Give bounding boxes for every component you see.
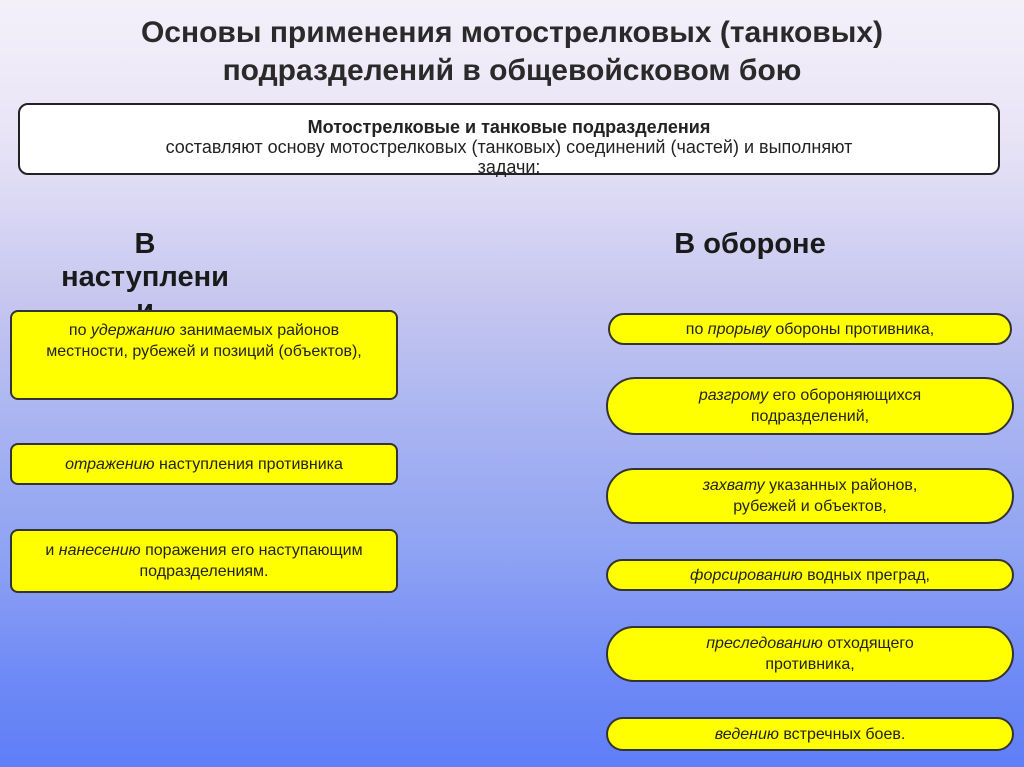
title-line-2: подразделений в общевойсковом бою [222,54,802,87]
title-line-1: Основы применения мотострелковых (танковых) [140,16,884,49]
right-item-1: разгрому его обороняющихся подразделений, [606,377,1014,435]
intro-bold: Мотострелковые и танковые подразделения [307,117,711,137]
left-item-0-em: удержанию [90,322,176,339]
left-item-1: отражению наступления противника [10,443,398,485]
intro-line-2: составляют основу мотострелковых (танковых) соединений (частей) и выполняют [165,137,853,157]
right-item-4: преследованию отходящего противника, [606,626,1014,682]
right-item-3-em: форсированию [690,566,803,584]
right-item-5: ведению встречных боев. [606,717,1014,751]
right-item-3: форсированию водных преград, [606,559,1014,591]
intro-line-3: задачи: [477,157,541,177]
right-item-5-em: ведению [714,725,779,743]
right-item-1-em: разгрому [698,387,769,404]
intro-box [18,103,1000,175]
defense-heading: В обороне [674,228,826,260]
right-item-0: по прорыву обороны противника, [608,313,1012,345]
right-item-2-em: захвату [702,477,765,494]
left-item-2: и нанесению поражения его наступающим подразделениям. [10,529,398,593]
offense-heading-2: наступлени [61,261,229,293]
right-item-0-em: прорыву [707,320,771,338]
offense-heading-1: В [134,228,156,260]
left-item-0: по удержанию занимаемых районов местности, рубежей и позиций (объектов), [10,310,398,400]
left-item-2-em: нанесению [58,542,141,559]
page-title [40,14,984,90]
left-item-1-em: отражению [65,455,155,473]
right-item-4-em: преследованию [706,635,823,652]
right-item-2: захвату указанных районов, рубежей и объектов, [606,468,1014,524]
